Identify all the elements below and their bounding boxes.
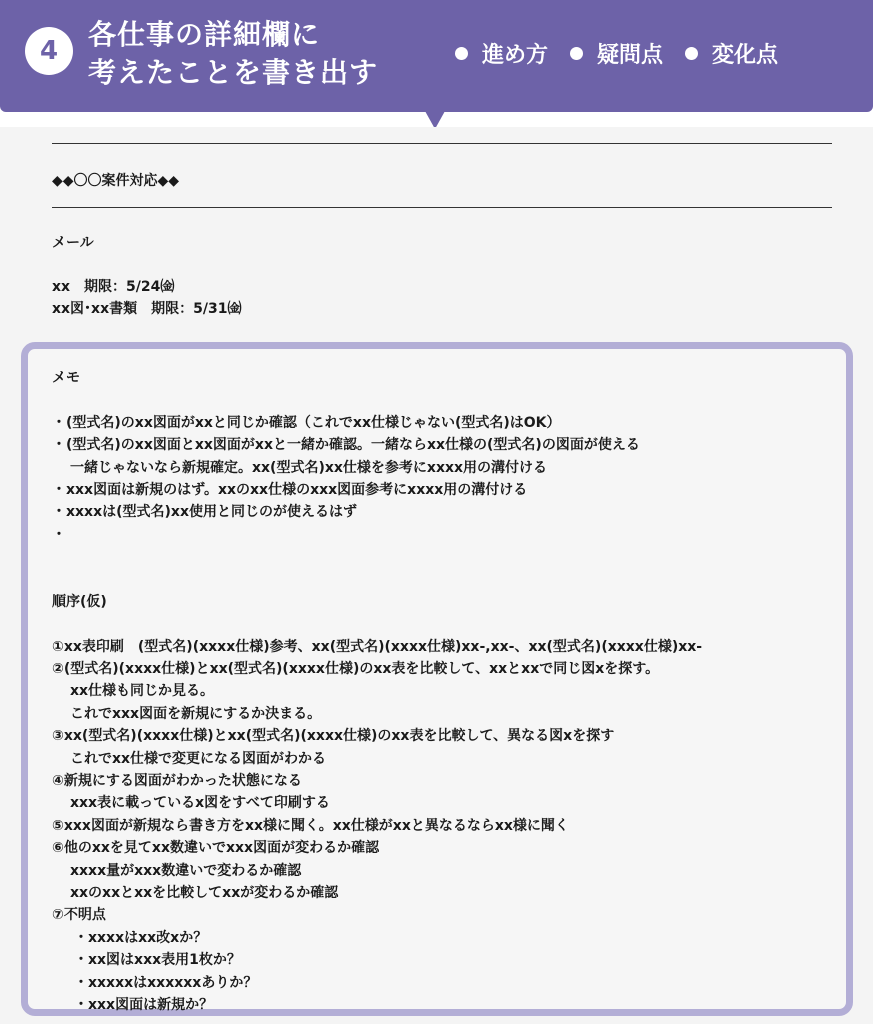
divider [52,207,832,208]
deadline-line: xx図･xx書類 期限：5/31㈮ [52,301,242,317]
order-line: ⑥他のxxを見てxx数違いでxxx図面が変わるか確認 [52,840,380,857]
bullet-dot-icon [455,47,468,60]
step-header [0,0,873,112]
bullet-dot-icon [570,47,583,60]
memo-heading: メモ [52,370,80,386]
question-item: ・xx図はxxx表用1枚か？ [74,952,241,969]
order-line: ⑤xxx図面が新規なら書き方をxx様に聞く。xx仕様がxxと異なるならxx様に聞く [52,817,569,834]
bullet-dot-icon [685,47,698,60]
tag-item: 進め方 [455,38,548,69]
order-line-sub: xxxx量がxxx数違いで変わるか確認 [70,862,302,879]
question-item: ・xxxxxはxxxxxxありか？ [74,974,258,991]
memo-bullet: ・xxx図面は新規のはず。xxのxx仕様のxxx図面参考にxxxx用の溝付ける [52,481,528,498]
tag-item: 疑問点 [570,38,663,69]
order-heading: 順序(仮) [52,593,107,610]
order-line: ④新規にする図面がわかった状態になる [52,773,302,790]
question-item: ・xxx図面は新規か？ [74,996,214,1013]
step-number-badge: 4 [25,27,73,75]
tag-item: 変化点 [685,38,778,69]
order-line: ①xx表印刷 (型式名)(xxxx仕様)参考、xx(型式名)(xxxx仕様)xx-,xx-、xx(型式名)(xxxx仕様)xx- [52,638,703,655]
memo-bullet: ・(型式名)のxx図面がxxと同じか確認（これでxx仕様じゃない(型式名)はOK） [52,414,561,431]
step-title-line1: 各仕事の詳細欄に [88,18,321,51]
step-title-line2: 考えたことを書き出す [88,56,379,89]
memo-bullet: ・ [52,526,66,543]
divider [52,143,832,144]
memo-box [21,342,853,1016]
order-line: ②(型式名)(xxxx仕様)とxx(型式名)(xxxx仕様)のxx表を比較して、xxとxxで同じ図xを探す。 [52,661,660,678]
memo-bullet: ・(型式名)のxx図面とxx図面がxxと一緒か確認。一緒ならxx仕様の(型式名)の図面が使える [52,437,640,454]
order-line-sub: xxのxxとxxを比較してxxが変わるか確認 [70,884,339,901]
tag-list [455,38,778,69]
mail-heading: メール [52,235,94,251]
memo-bullet: ・xxxxは(型式名)xx使用と同じのが使えるはず [52,504,357,521]
order-line: ⑦不明点 [52,907,106,924]
order-line: ③xx(型式名)(xxxx仕様)とxx(型式名)(xxxx仕様)のxx表を比較して、異なる図xを探す [52,728,615,745]
order-line-sub: xxx表に載っているx図をすべて印刷する [70,795,330,812]
deadline-line: xx 期限：5/24㈮ [52,279,175,295]
step-title [88,16,418,92]
order-line-sub: これでxx仕様で変更になる図面がわかる [70,750,327,767]
order-line-sub: xx仕様も同じか見る。 [70,683,215,700]
case-title: ◆◆〇〇案件対応◆◆ [52,173,180,189]
order-line-sub: これでxxx図面を新規にするか決まる。 [70,705,322,722]
memo-content [52,367,842,1016]
question-item: ・xxxxはxx改xか？ [74,929,208,946]
memo-bullet-continuation: 一緒じゃないなら新規確定。xx(型式名)xx仕様を参考にxxxx用の溝付ける [70,459,548,476]
